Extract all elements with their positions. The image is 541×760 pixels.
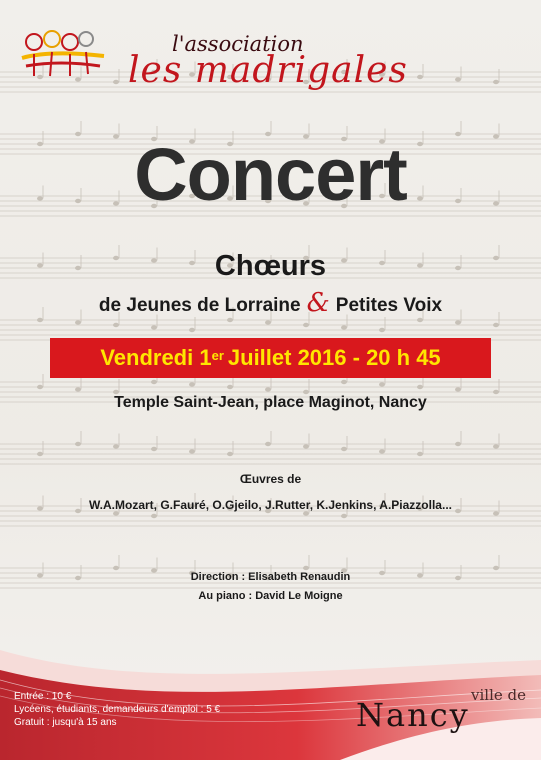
ampersand: & [306, 288, 330, 318]
price-entry: Entrée : 10 € [14, 691, 72, 702]
choirs-subline [0, 288, 541, 318]
price-free: Gratuit : jusqu'à 15 ans [14, 717, 117, 728]
association-name: les madrigales [128, 50, 408, 91]
association-label: l'association [172, 32, 304, 56]
date-weekday: Vendredi 1 [100, 345, 212, 370]
singing-figures-logo-icon [20, 30, 106, 80]
venue: Temple Saint-Jean, place Maginot, Nancy [114, 394, 427, 411]
city-logo-prefix: ville de [471, 686, 526, 704]
piano-credit: Au piano : David Le Moigne [198, 590, 343, 602]
direction-credit: Direction : Elisabeth Renaudin [190, 571, 351, 583]
date-rest: Juillet 2016 - 20 h 45 [227, 345, 441, 370]
price-list [14, 690, 220, 729]
date-day-suffix: er [211, 347, 224, 363]
choir-group-2: Petites Voix [335, 295, 443, 316]
city-logo [356, 686, 526, 736]
choir-group-1: de Jeunes de Lorraine [98, 295, 301, 316]
composers-list: W.A.Mozart, G.Fauré, O.Gjeilo, J.Rutter, K.Jenkins, A.Piazzolla... [89, 498, 452, 512]
page-title: Concert [134, 133, 407, 216]
price-reduced: Lycéens, étudiants, demandeurs d'emploi : 5 € [14, 704, 221, 715]
choirs-heading: Chœurs [214, 250, 327, 282]
city-logo-name: Nancy [356, 696, 470, 734]
works-heading: Œuvres de [239, 472, 302, 486]
date-banner [50, 338, 491, 378]
credits [0, 568, 541, 606]
